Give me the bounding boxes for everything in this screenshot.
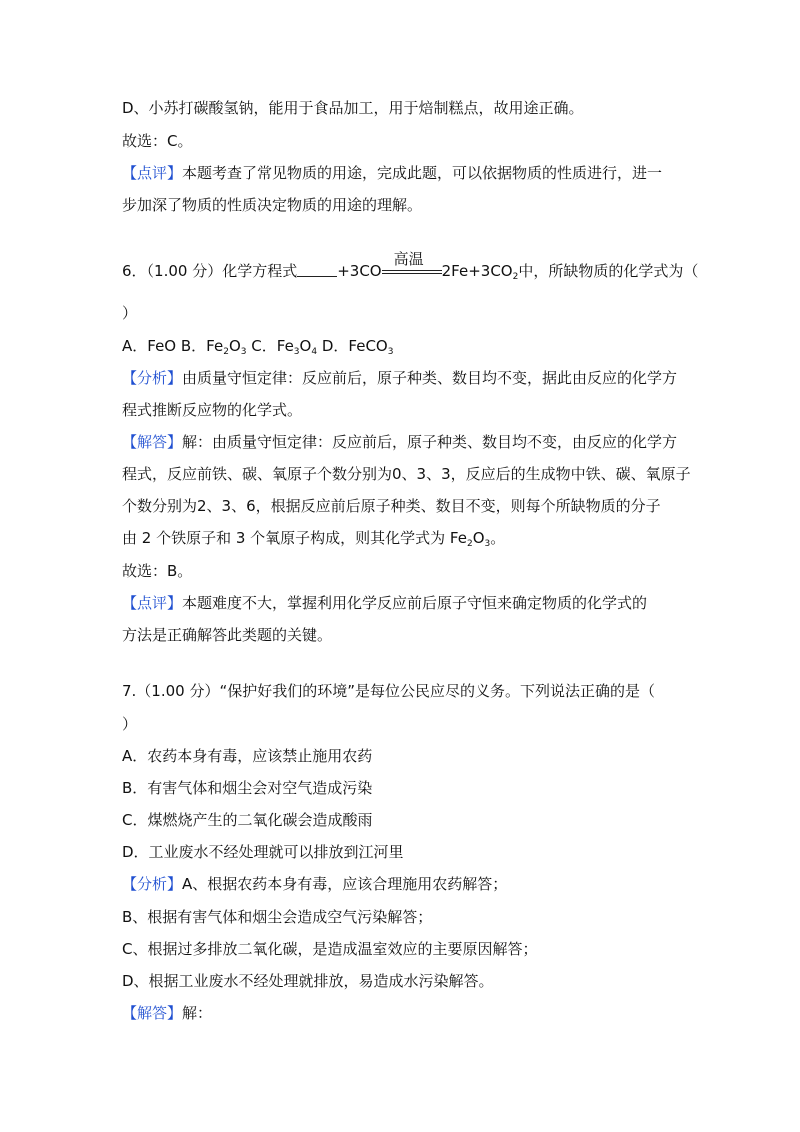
q6-stem-prefix: 6．（1.00 分）化学方程式 (122, 262, 298, 280)
comment-tag: 【点评】 (122, 594, 183, 612)
q6-comment-line2: 方法是正确解答此类题的关键。 (122, 626, 333, 644)
q6-eq-products: 2Fe+3CO (441, 262, 513, 280)
q6-option-a: A．FeO (122, 337, 177, 355)
q6-reaction-arrow (382, 250, 442, 281)
q6-eq-reactant: +3CO (337, 262, 382, 280)
q7-stem: 7.（1.00 分）“保护好我们的环境”是每位公民应尽的义务。下列说法正确的是（ (122, 682, 656, 700)
q5-option-d-explanation: D、小苏打碳酸氢钠，能用于食品加工，用于焙制糕点，故用途正确。 (122, 99, 584, 117)
q7-option-c: C．煤燃烧产生的二氧化碳会造成酸雨 (122, 811, 373, 829)
q6-answer-line4: 由 2 个铁原子和 3 个氧原子构成，则其化学式为 $Fe_2O_3$。 (122, 529, 506, 549)
q6-answer-blank (297, 262, 337, 277)
answer-tag: 【解答】 (122, 433, 183, 451)
q7-analysis-line2: B、根据有害气体和烟尘会造成空气污染解答； (122, 908, 433, 926)
q5-comment-line2: 步加深了物质的性质决定物质的用途的理解。 (122, 196, 423, 214)
q6-options (122, 336, 393, 356)
q7-answer-text1: 解： (182, 1004, 213, 1022)
q6-option-d: D．FeCO$_3$ (321, 337, 394, 357)
q6-analysis-line2: 程式推断反应物的化学式。 (122, 401, 303, 419)
q6-answer-text1: 解：由质量守恒定律：反应前后，原子种类、数目均不变，由反应的化学方 (182, 433, 678, 451)
analysis-tag: 【分析】 (122, 875, 183, 893)
q7-analysis-line1 (122, 874, 507, 894)
q6-eq-subscript: 2 (512, 272, 519, 282)
answer-tag: 【解答】 (122, 1004, 183, 1022)
q6-reaction-condition: 高温 (393, 250, 424, 268)
analysis-tag: 【分析】 (122, 369, 183, 387)
q7-option-b: B．有害气体和烟尘会对空气造成污染 (122, 779, 373, 797)
q6-choose: 故选：B。 (122, 562, 193, 580)
q6-comment-line1 (122, 593, 647, 613)
q6-answer-line1 (122, 432, 677, 452)
q7-analysis-line3: C、根据过多排放二氧化碳，是造成温室效应的主要原因解答； (122, 940, 538, 958)
q7-answer-line1 (122, 1003, 212, 1023)
q6-stem-suffix: 中，所缺物质的化学式为（ (518, 262, 699, 280)
q6-option-c: C．$Fe_3O_4$ (251, 337, 318, 357)
q6-analysis-line1 (122, 368, 677, 388)
q7-analysis-text1: A、根据农药本身有毒，应该合理施用农药解答； (182, 875, 508, 893)
q7-option-d: D．工业废水不经处理就可以排放到江河里 (122, 843, 404, 861)
q6-option-b: B．$Fe_2O_3$ (180, 337, 247, 357)
q6-comment-text1: 本题难度不大，掌握利用化学反应前后原子守恒来确定物质的化学式的 (182, 594, 648, 612)
q7-option-a: A．农药本身有毒，应该禁止施用农药 (122, 747, 373, 765)
comment-tag: 【点评】 (122, 164, 183, 182)
q5-comment-line1 (122, 163, 662, 183)
q6-answer-line3: 个数分别为2、3、6，根据反应前后原子种类、数目不变，则每个所缺物质的分子 (122, 497, 661, 515)
q7-analysis-line4: D、根据工业废水不经处理就排放，易造成水污染解答。 (122, 972, 494, 990)
q6-answer-line2: 程式，反应前铁、碳、氧原子个数分别为0、3、3，反应后的生成物中铁、碳、氧原子 (122, 465, 691, 483)
q6-stem-close: ） (122, 304, 138, 322)
q7-stem-close: ） (122, 715, 138, 733)
q6-stem (122, 250, 699, 282)
q5-comment-text1: 本题考查了常见物质的用途，完成此题，可以依据物质的性质进行，进一 (182, 164, 663, 182)
q6-analysis-text1: 由质量守恒定律：反应前后，原子种类、数目均不变，据此由反应的化学方 (182, 369, 678, 387)
q5-choose: 故选：C。 (122, 132, 193, 150)
